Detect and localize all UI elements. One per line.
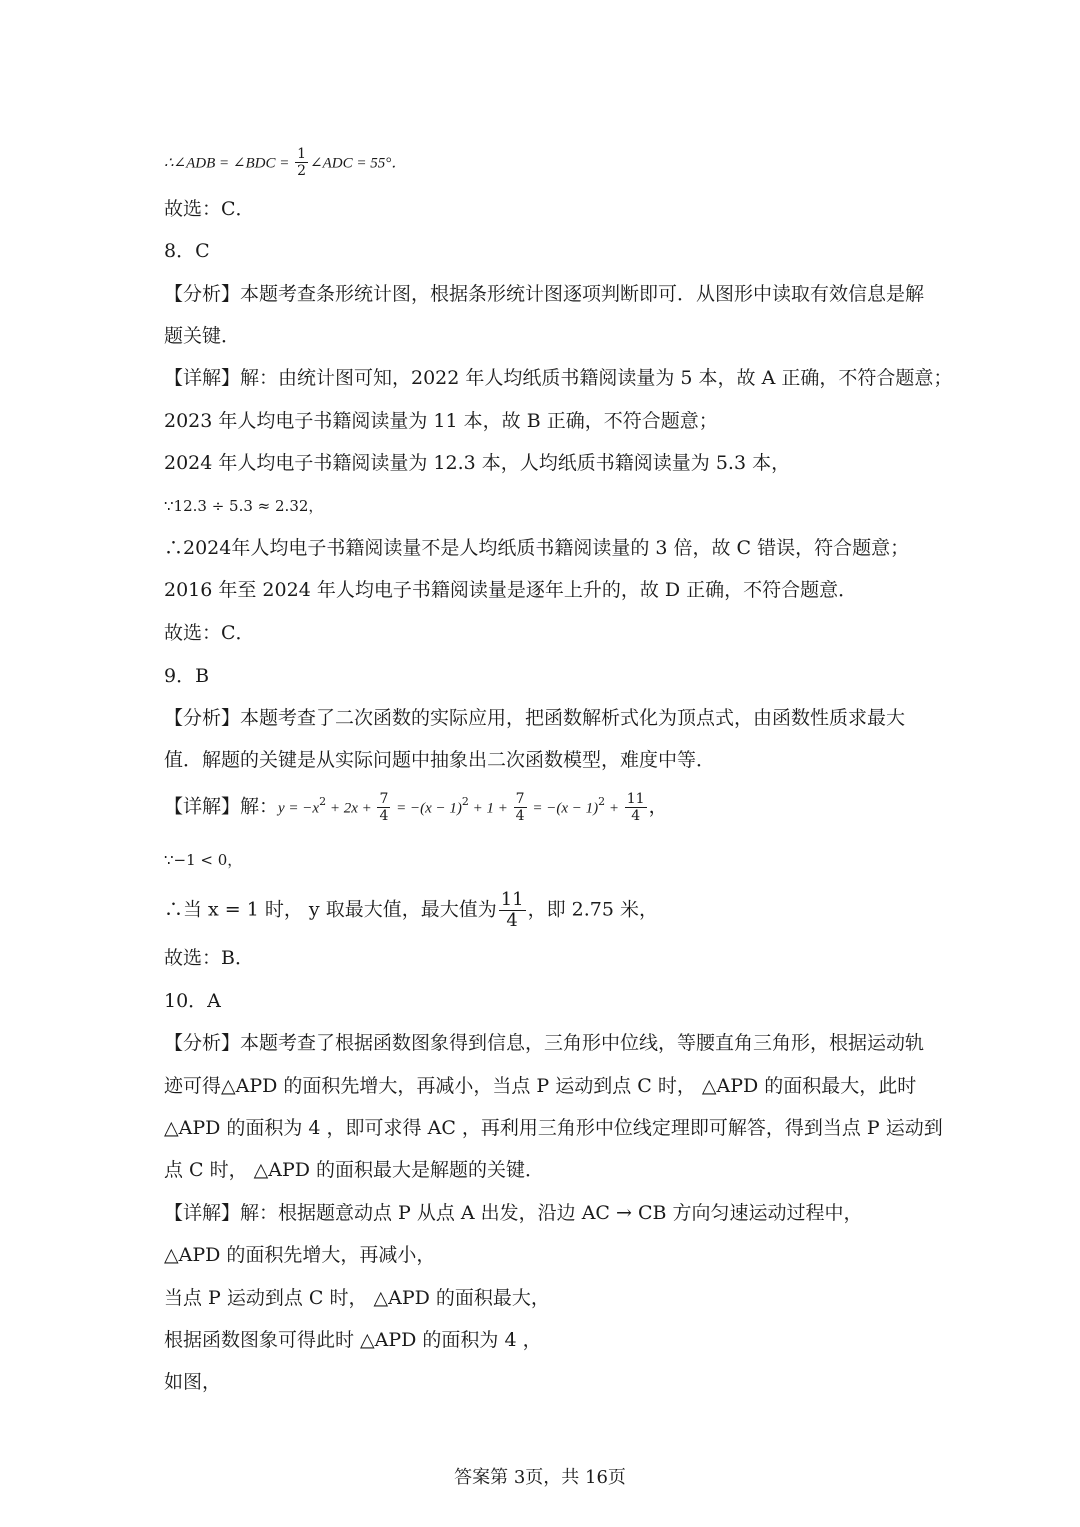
fraction-7-4-b: $\frac{7}{4}$	[515, 790, 525, 824]
text-line-6: 【详解】解：由统计图可知，2022 年人均纸质书籍阅读量为 5 本，故 A 正确，不符合题意；	[164, 367, 953, 389]
text-line-7: 2023 年人均电子书籍阅读量为 11 本，故 B 正确，不符合题意；	[164, 410, 718, 432]
text-line-22: 迹可得△APD 的面积先增大，再减小，当点 P 运动到点 C 时， △APD 的面积最大，此时	[164, 1075, 917, 1097]
text-line-28: 根据函数图象可得此时 △APD 的面积为 4 ，	[164, 1329, 542, 1351]
text-line-18: ∴当 x = 1 时， y 取最大值，最大值为 $\frac{11}{4}$ ，即 2.75 米，	[164, 889, 658, 931]
question-8-answer: 8．C	[164, 240, 210, 262]
fraction-11-4-max: $\frac{11}{4}$	[500, 889, 524, 931]
question-9-answer: 9．B	[164, 665, 210, 687]
text-line-1: ∴∠ADB = ∠BDC = $\frac{1}{2}$ ∠ADC = 55°．	[164, 146, 407, 179]
fraction-11-4: $\frac{11}{4}$	[626, 790, 645, 824]
question-10-answer: 10．A	[164, 990, 221, 1012]
text-line-2: 故选：C．	[164, 198, 255, 220]
text-line-25: 【详解】解：根据题意动点 P 从点 A 出发，沿边 AC → CB 方向匀速运动过程中，	[164, 1202, 863, 1224]
text-line-14: 【分析】本题考查了二次函数的实际应用，把函数解析式化为顶点式，由函数性质求最大	[164, 707, 906, 729]
text-line-4: 【分析】本题考查条形统计图，根据条形统计图逐项判断即可．从图形中读取有效信息是解	[164, 283, 925, 305]
fraction-7-4: $\frac{7}{4}$	[379, 790, 389, 824]
text-line-23: △APD 的面积为 4 ，即可求得 AC ，再利用三角形中位线定理即可解答，得到当点 P 运动到	[164, 1117, 943, 1139]
text-line-8: 2024 年人均电子书籍阅读量为 12.3 本，人均纸质书籍阅读量为 5.3 本，	[164, 452, 791, 474]
fraction-half: $\frac{1}{2}$	[297, 146, 307, 179]
text-line-27: 当点 P 运动到点 C 时， △APD 的面积最大，	[164, 1287, 550, 1309]
text-line-26: △APD 的面积先增大，再减小，	[164, 1244, 436, 1266]
text-line-15: 值．解题的关键是从实际问题中抽象出二次函数模型，难度中等．	[164, 749, 716, 771]
text-line-12: 故选：C．	[164, 622, 255, 644]
text-line-29: 如图，	[164, 1371, 222, 1393]
page-footer: 答案第 3页，共 16页	[454, 1467, 626, 1488]
text-line-21: 【分析】本题考查了根据函数图象得到信息，三角形中位线，等腰直角三角形，根据运动轨	[164, 1032, 925, 1054]
text-line-17: ∵−1 < 0，	[164, 851, 243, 869]
text-line-11: 2016 年至 2024 年人均电子书籍阅读量是逐年上升的，故 D 正确，不符合题意．	[164, 579, 858, 601]
text-line-19: 故选：B．	[164, 947, 254, 969]
text-line-24: 点 C 时， △APD 的面积最大是解题的关键．	[164, 1159, 545, 1181]
text-line-16: 【详解】解：$y = -x^2 + 2x$ + $\frac{7}{4}$ = $-(x - 1)^2 + 1$ + $\frac{7}{4}$ = $-(x - 1)^2$ + $\frac{11}{4}$ ，	[164, 790, 668, 824]
text-line-9: ∵12.3 ÷ 5.3 ≈ 2.32，	[164, 497, 324, 515]
text-line-5: 题关键．	[164, 325, 241, 347]
text-line-10: ∴2024年人均电子书籍阅读量不是人均纸质书籍阅读量的 3 倍，故 C 错误，符合题意；	[164, 537, 910, 559]
